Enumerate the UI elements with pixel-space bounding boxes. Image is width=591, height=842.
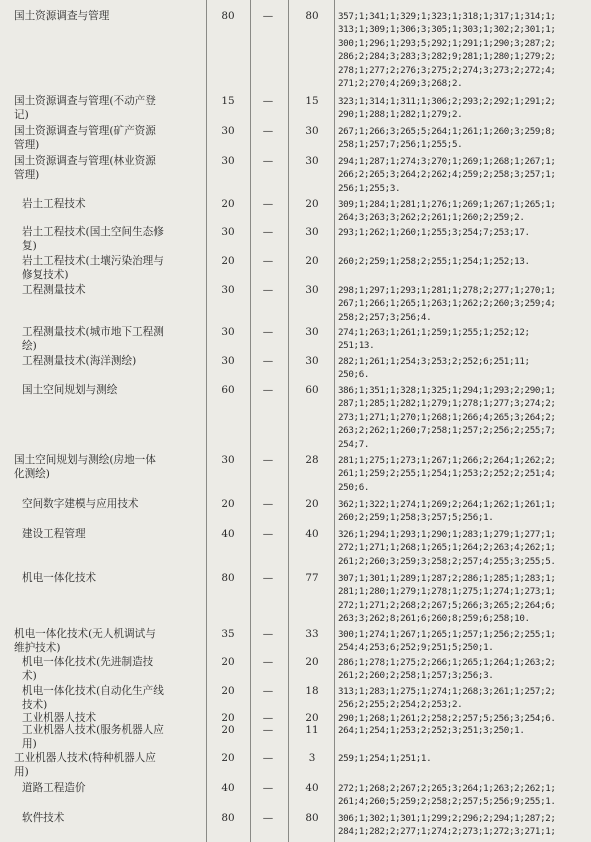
plan-count: 30 [221,226,235,238]
plan-count: 20 [221,656,235,668]
dash-cell: — [262,782,274,794]
admitted-count: 80 [305,812,319,824]
plan-count: 20 [221,685,235,697]
dash-cell: — [262,656,274,668]
column-divider [250,0,251,842]
admitted-count: 20 [305,255,319,267]
dash-cell: — [262,95,274,107]
score-distribution: 326;1;294;1;293;1;290;1;283;1;279;1;277;1; 272;1;271;1;268;1;265;1;264;2;263;4;262;1; 261;2;260;3;259;3;258;2;257;4;255;3;255;5. [338,529,556,567]
major-name: 岩土工程技术(土壤污染治理与 修复技术) [22,255,164,281]
plan-count: 30 [221,326,235,338]
score-distribution: 281;1;275;1;273;1;267;1;266;2;264;1;262;2; 261;1;259;2;255;1;254;1;253;2;252;2;251;4; 250;6. [338,455,556,493]
dash-cell: — [262,284,274,296]
admitted-count: 30 [305,284,319,296]
dash-cell: — [262,572,274,584]
score-distribution: 362;1;322;1;274;1;269;2;264;1;262;1;261;1; 260;2;259;1;258;3;257;5;256;1. [338,499,556,524]
dash-cell: — [262,255,274,267]
score-distribution: 323;1;314;1;311;1;306;2;293;2;292;1;291;2; 290;1;288;1;282;1;279;2. [338,96,556,121]
admitted-count: 20 [305,498,319,510]
admitted-count: 15 [305,95,319,107]
dash-cell: — [262,628,274,640]
major-name: 工业机器人技术(特种机器人应 用) [14,752,156,778]
major-name: 道路工程造价 [22,782,86,794]
admitted-count: 28 [305,454,319,466]
major-name: 工程测量技术 [22,284,86,296]
column-divider [288,0,289,842]
score-distribution: 357;1;341;1;329;1;323;1;318;1;317;1;314;1; 313;1;309;1;306;3;305;1;303;1;302;2;301;1; 300;1;296;1;293;5;292;1;291;1;290;3;287;2; 286;2;284;3;283;3;282;9;281;1;280;1;279;2; 278;1;277;2;276;3;275;2;274;3;273;2;272;4; 271;2;270;4;269;3;268;2. [338,11,556,90]
admitted-count: 30 [305,125,319,137]
major-name: 机电一体化技术(无人机调试与 维护技术) [14,628,156,654]
score-distribution: 282;1;261;1;254;3;253;2;252;6;251;11; 250;6. [338,356,530,381]
admitted-count: 80 [305,10,319,22]
major-name: 工业机器人技术(服务机器人应 用) [22,724,164,750]
dash-cell: — [262,326,274,338]
dash-cell: — [262,198,274,210]
admitted-count: 20 [305,656,319,668]
dash-cell: — [262,752,274,764]
admitted-count: 60 [305,384,319,396]
score-distribution: 272;1;268;2;267;2;265;3;264;1;263;2;262;1; 261;4;260;5;259;2;258;2;257;5;256;9;255;1. [338,783,556,808]
admitted-count: 20 [305,712,319,724]
plan-count: 30 [221,125,235,137]
major-name: 机电一体化技术(自动化生产线 技术) [22,685,164,711]
admitted-count: 18 [305,685,319,697]
major-name: 岩土工程技术 [22,198,86,210]
dash-cell: — [262,125,274,137]
major-name: 软件技术 [22,812,65,824]
admitted-count: 30 [305,155,319,167]
score-distribution: 294;1;287;1;274;3;270;1;269;1;268;1;267;1; 266;2;265;3;264;2;262;4;259;2;258;3;257;1; 256;1;255;3. [338,156,556,194]
dash-cell: — [262,685,274,697]
score-distribution: 313;1;283;1;275;1;274;1;268;3;261;1;257;2; 256;2;255;2;254;2;253;2. [338,686,556,711]
major-name: 工业机器人技术 [22,712,97,724]
score-distribution: 290;1;268;1;261;2;258;2;257;5;256;3;254;6. [338,713,556,724]
plan-count: 20 [221,255,235,267]
major-name: 空间数字建模与应用技术 [22,498,139,510]
dash-cell: — [262,155,274,167]
admitted-count: 40 [305,528,319,540]
admitted-count: 3 [308,752,316,764]
dash-cell: — [262,712,274,724]
admitted-count: 11 [305,724,319,736]
dash-cell: — [262,528,274,540]
major-name: 国土资源调查与管理(不动产登 记) [14,95,156,121]
score-distribution: 260;2;259;1;258;2;255;1;254;1;252;13. [338,256,530,267]
dash-cell: — [262,355,274,367]
dash-cell: — [262,226,274,238]
plan-count: 20 [221,752,235,764]
major-name: 国土资源调查与管理(矿产资源 管理) [14,125,156,151]
plan-count: 15 [221,95,235,107]
major-name: 机电一体化技术 [22,572,97,584]
score-distribution: 293;1;262;1;260;1;255;3;254;7;253;17. [338,227,530,238]
plan-count: 30 [221,284,235,296]
plan-count: 35 [221,628,235,640]
plan-count: 80 [221,10,235,22]
score-distribution: 386;1;351;1;328;1;325;1;294;1;293;2;290;1; 287;1;285;1;282;1;279;1;278;1;277;3;274;2; 273;1;271;1;270;1;268;1;266;4;265;3;264;2; 263;2;262;1;260;7;258;1;257;2;256;2;255;7; 254;7. [338,385,556,450]
score-distribution: 298;1;297;1;293;1;281;1;278;2;277;1;270;1; 267;1;266;1;265;1;263;1;262;2;260;3;259;4; 258;2;257;3;256;4. [338,285,556,323]
score-distribution: 259;1;254;1;251;1. [338,753,432,764]
plan-count: 80 [221,572,235,584]
dash-cell: — [262,498,274,510]
score-distribution: 286;1;278;1;275;2;266;1;265;1;264;1;263;2; 261;2;260;2;258;1;257;3;256;3. [338,657,556,682]
plan-count: 60 [221,384,235,396]
dash-cell: — [262,10,274,22]
admitted-count: 30 [305,355,319,367]
major-name: 国土空间规划与测绘(房地一体 化测绘) [14,454,156,480]
score-distribution: 274;1;263;1;261;1;259;1;255;1;252;12; 251;13. [338,327,530,352]
admitted-count: 40 [305,782,319,794]
dash-cell: — [262,812,274,824]
plan-count: 80 [221,812,235,824]
plan-count: 40 [221,782,235,794]
major-name: 工程测量技术(海洋测绘) [22,355,137,367]
major-name: 国土资源调查与管理(林业资源 管理) [14,155,156,181]
plan-count: 40 [221,528,235,540]
admitted-count: 77 [305,572,319,584]
major-name: 岩土工程技术(国土空间生态修 复) [22,226,164,252]
dash-cell: — [262,724,274,736]
admitted-count: 33 [305,628,319,640]
plan-count: 20 [221,712,235,724]
admitted-count: 30 [305,326,319,338]
score-distribution: 264;1;254;1;253;2;252;3;251;3;250;1. [338,725,525,736]
score-distribution: 267;1;266;3;265;5;264;1;261;1;260;3;259;8; 258;1;257;7;256;1;255;5. [338,126,556,151]
plan-count: 30 [221,355,235,367]
plan-count: 20 [221,198,235,210]
dash-cell: — [262,454,274,466]
plan-count: 20 [221,724,235,736]
score-distribution: 306;1;302;1;301;1;299;2;296;2;294;1;287;2; 284;1;282;2;277;1;274;2;273;1;272;3;271;1; [338,813,556,838]
major-name: 国土资源调查与管理 [14,10,110,22]
score-distribution: 307;1;301;1;289;1;287;2;286;1;285;1;283;1; 281;1;280;1;279;1;278;1;275;1;274;1;273;1; 272;1;271;2;268;2;267;5;266;3;265;2;264;6; 263;3;262;8;261;6;260;8;259;6;258;10. [338,573,556,625]
score-distribution: 300;1;274;1;267;1;265;1;257;1;256;2;255;1; 254;4;253;6;252;9;251;5;250;1. [338,629,556,654]
major-name: 机电一体化技术(先进制造技 术) [22,656,154,682]
plan-count: 30 [221,155,235,167]
plan-count: 20 [221,498,235,510]
major-name: 建设工程管理 [22,528,86,540]
column-divider [334,0,335,842]
admitted-count: 30 [305,226,319,238]
dash-cell: — [262,384,274,396]
major-name: 工程测量技术(城市地下工程测 绘) [22,326,164,352]
admitted-count: 20 [305,198,319,210]
plan-count: 30 [221,454,235,466]
score-distribution: 309;1;284;1;281;1;276;1;269;1;267;1;265;1; 264;3;263;3;262;2;261;1;260;2;259;2. [338,199,556,224]
major-name: 国土空间规划与测绘 [22,384,118,396]
